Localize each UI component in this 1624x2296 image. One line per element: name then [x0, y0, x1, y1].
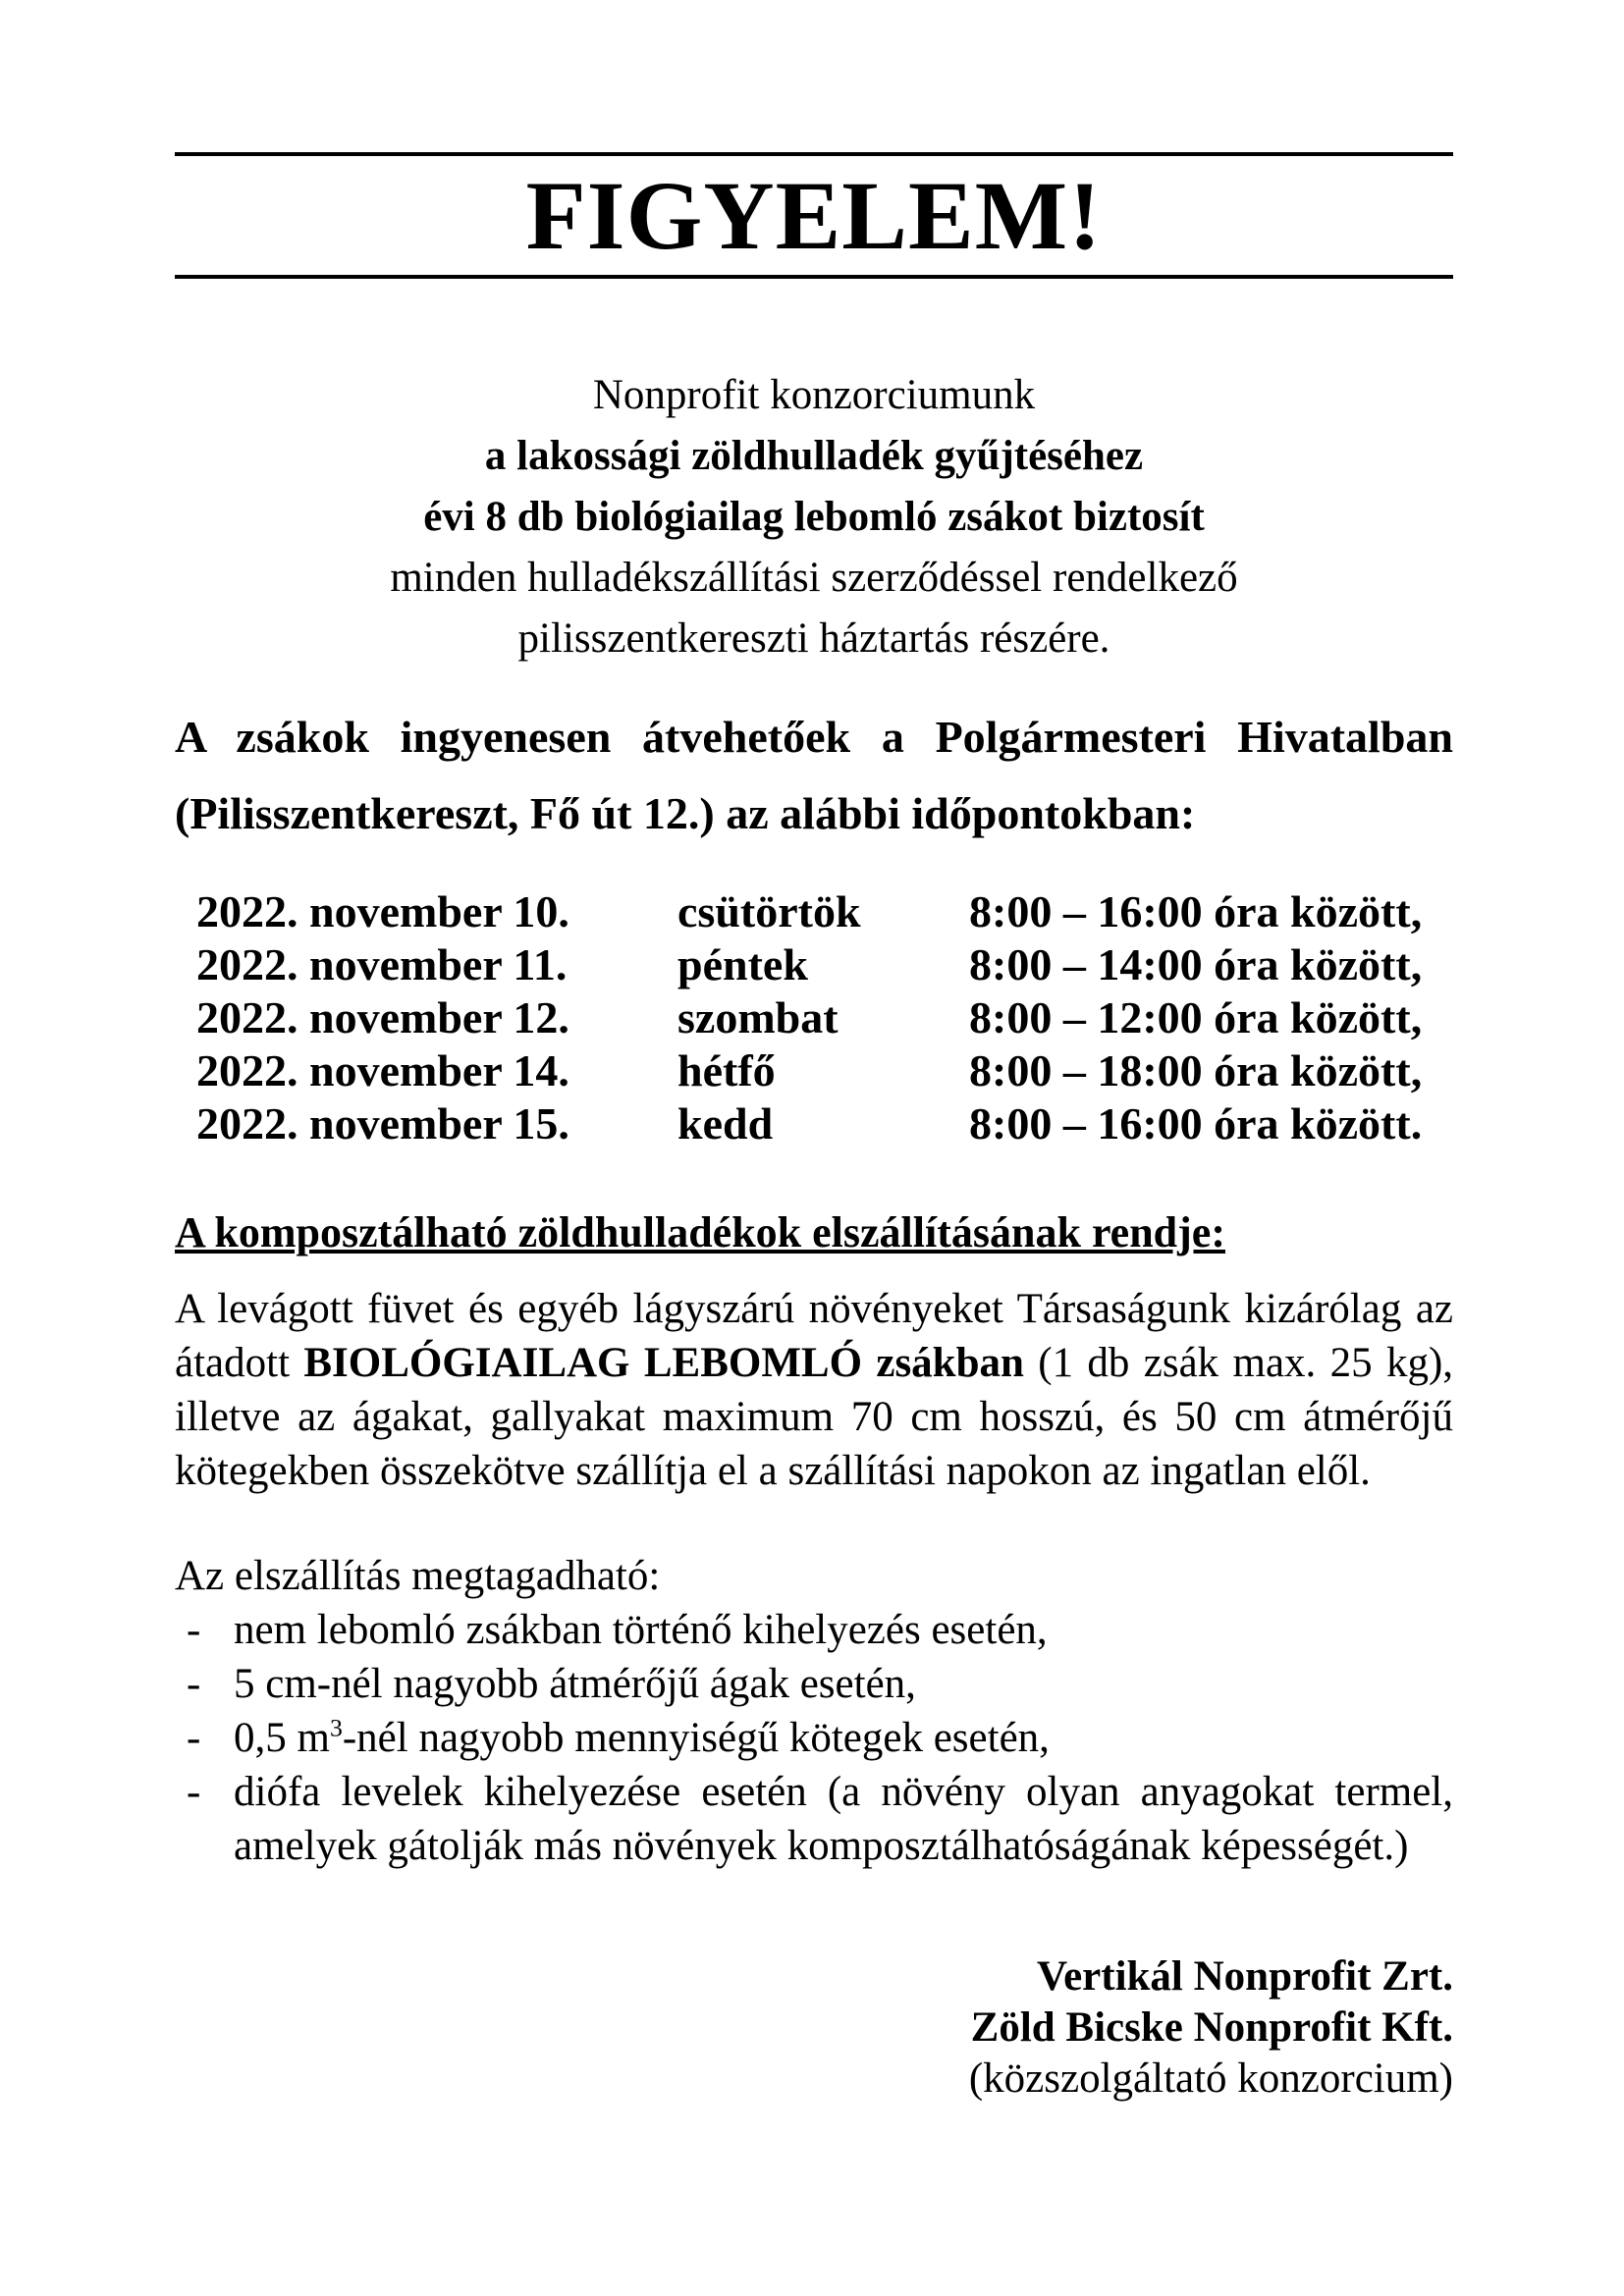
schedule-table: [196, 885, 1453, 1150]
footer-line-3: (közszolgáltató konzorcium): [968, 2056, 1453, 2102]
schedule-time: 8:00 – 12:00 óra között,: [969, 992, 1423, 1042]
refusal-heading: Az elszállítás megtagadható:: [175, 1553, 661, 1599]
intro-line-3: évi 8 db biológiailag lebomló zsákot biztosít: [423, 494, 1205, 540]
transport-heading: A komposztálható zöldhulladékok elszállításának rendje:: [175, 1208, 1225, 1256]
pickup-heading-line-1: A zsákok ingyenesen átvehetőek a Polgármesteri Hivatalban: [175, 712, 1453, 762]
schedule-time: 8:00 – 16:00 óra között,: [969, 886, 1423, 936]
schedule-day: szombat: [677, 992, 839, 1042]
title-bottom-rule: [175, 275, 1453, 279]
item3-suffix: -nél nagyobb mennyiségű kötegek esetén,: [342, 1715, 1050, 1761]
list-item-text: [234, 1765, 1453, 1873]
schedule-date: 2022. november 15.: [196, 1098, 569, 1148]
transport-line2-suffix: (1 db zsák max. 25 kg),: [1023, 1340, 1454, 1386]
refusal-list: [175, 1603, 1453, 1873]
transport-paragraph: [175, 1282, 1453, 1498]
schedule-date: 2022. november 10.: [196, 886, 569, 936]
transport-paragraph-line-4: kötegekben összekötve szállítja el a szállítási napokon az ingatlan elől.: [175, 1448, 1371, 1494]
schedule-day: kedd: [677, 1098, 774, 1148]
schedule-row: [196, 938, 1453, 991]
list-item-text: 5 cm-nél nagyobb átmérőjű ágak esetén,: [234, 1661, 916, 1707]
list-item-text: [234, 1711, 1453, 1765]
schedule-time: 8:00 – 18:00 óra között,: [969, 1045, 1423, 1095]
item3-prefix: 0,5 m: [234, 1715, 330, 1761]
document-title: FIGYELEM!: [525, 161, 1103, 270]
schedule-time: 8:00 – 14:00 óra között,: [969, 939, 1423, 989]
item4-line-1: diófa levelek kihelyezése esetén (a növény olyan anyagokat termel,: [234, 1769, 1453, 1815]
footer-line-1: Vertikál Nonprofit Zrt.: [1036, 1953, 1453, 2000]
list-item: [175, 1657, 1453, 1711]
schedule-row: [196, 1097, 1453, 1150]
transport-line2-prefix: átadott: [175, 1340, 304, 1386]
list-item: [175, 1603, 1453, 1657]
intro-line-4: minden hulladékszállítási szerződéssel rendelkező: [390, 555, 1238, 601]
intro-line-5: pilisszentkereszti háztartás részére.: [517, 615, 1110, 662]
schedule-row: [196, 885, 1453, 938]
bullet-marker: -: [187, 1715, 201, 1761]
schedule-row: [196, 991, 1453, 1044]
bullet-marker: -: [187, 1607, 201, 1653]
footer-signature: [175, 1951, 1453, 2105]
item3-superscript: 3: [329, 1713, 343, 1742]
transport-paragraph-line-2: [175, 1336, 1453, 1390]
transport-paragraph-line-3: illetve az ágakat, gallyakat maximum 70 cm hosszú, és 50 cm átmérőjű: [175, 1394, 1453, 1440]
bullet-marker: -: [187, 1769, 201, 1815]
schedule-date: 2022. november 11.: [196, 939, 568, 989]
schedule-date: 2022. november 14.: [196, 1045, 569, 1095]
transport-paragraph-line-1: A levágott füvet és egyéb lágyszárú növényeket Társaságunk kizárólag az: [175, 1286, 1453, 1332]
schedule-day: péntek: [677, 939, 808, 989]
transport-line2-bold: BIOLÓGIAILAG LEBOMLÓ zsákban: [303, 1340, 1024, 1386]
schedule-row: [196, 1044, 1453, 1097]
footer-line-2: Zöld Bicske Nonprofit Kft.: [970, 2004, 1453, 2051]
bullet-marker: -: [187, 1661, 201, 1707]
list-item: [175, 1711, 1453, 1765]
schedule-date: 2022. november 12.: [196, 992, 569, 1042]
item4-line-2: amelyek gátolják más növények komposztálhatóságának képességét.): [234, 1823, 1409, 1869]
intro-line-2: a lakossági zöldhulladék gyűjtéséhez: [484, 433, 1144, 479]
schedule-day: hétfő: [677, 1045, 776, 1095]
schedule-day: csütörtök: [677, 886, 861, 936]
schedule-time: 8:00 – 16:00 óra között.: [969, 1098, 1423, 1148]
pickup-heading: [175, 699, 1453, 852]
list-item-text: nem lebomló zsákban történő kihelyezés esetén,: [234, 1607, 1048, 1653]
list-item: [175, 1765, 1453, 1873]
intro-line-1: Nonprofit konzorciumunk: [592, 372, 1036, 418]
pickup-heading-line-2: (Pilisszentkereszt, Fő út 12.) az alábbi időpontokban:: [175, 788, 1196, 838]
intro-block: [175, 365, 1453, 669]
